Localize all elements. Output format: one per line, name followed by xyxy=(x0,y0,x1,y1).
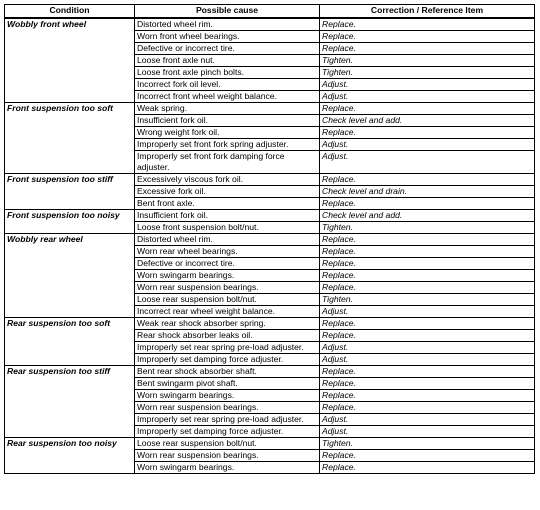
correction-cell: Adjust. xyxy=(320,306,535,318)
table-row xyxy=(5,366,535,378)
possible-cause-cell: Worn rear suspension bearings. xyxy=(135,450,320,462)
possible-cause-cell: Loose front axle nut. xyxy=(135,55,320,67)
correction-cell: Adjust. xyxy=(320,354,535,366)
possible-cause-cell: Improperly set front fork damping force adjuster. xyxy=(135,151,320,174)
correction-cell: Adjust. xyxy=(320,79,535,91)
possible-cause-cell: Incorrect fork oil level. xyxy=(135,79,320,91)
possible-cause-cell: Worn rear suspension bearings. xyxy=(135,402,320,414)
possible-cause-cell: Excessive fork oil. xyxy=(135,186,320,198)
correction-cell: Replace. xyxy=(320,270,535,282)
correction-cell: Replace. xyxy=(320,18,535,31)
correction-cell: Tighten. xyxy=(320,438,535,450)
possible-cause-cell: Improperly set rear spring pre-load adjuster. xyxy=(135,414,320,426)
correction-cell: Replace. xyxy=(320,103,535,115)
condition-cell: Front suspension too noisy xyxy=(5,210,135,234)
correction-cell: Replace. xyxy=(320,43,535,55)
condition-cell: Rear suspension too soft xyxy=(5,318,135,366)
table-row xyxy=(5,103,535,115)
possible-cause-cell: Insufficient fork oil. xyxy=(135,115,320,127)
troubleshooting-table xyxy=(4,4,535,474)
correction-cell: Replace. xyxy=(320,258,535,270)
possible-cause-cell: Defective or incorrect tire. xyxy=(135,43,320,55)
possible-cause-cell: Insufficient fork oil. xyxy=(135,210,320,222)
condition-cell: Wobbly rear wheel xyxy=(5,234,135,318)
correction-cell: Check level and add. xyxy=(320,210,535,222)
possible-cause-cell: Improperly set damping force adjuster. xyxy=(135,354,320,366)
correction-cell: Replace. xyxy=(320,31,535,43)
possible-cause-cell: Improperly set damping force adjuster. xyxy=(135,426,320,438)
correction-cell: Replace. xyxy=(320,462,535,474)
possible-cause-cell: Worn rear suspension bearings. xyxy=(135,282,320,294)
possible-cause-cell: Loose front suspension bolt/nut. xyxy=(135,222,320,234)
table-row xyxy=(5,438,535,450)
possible-cause-cell: Worn swingarm bearings. xyxy=(135,270,320,282)
header-row xyxy=(5,5,535,19)
correction-cell: Adjust. xyxy=(320,342,535,354)
condition-cell: Front suspension too soft xyxy=(5,103,135,174)
possible-cause-cell: Bent rear shock absorber shaft. xyxy=(135,366,320,378)
possible-cause-cell: Improperly set front fork spring adjuster. xyxy=(135,139,320,151)
correction-cell: Replace. xyxy=(320,330,535,342)
possible-cause-cell: Distorted wheel rim. xyxy=(135,234,320,246)
correction-cell: Replace. xyxy=(320,246,535,258)
header-correction: Correction / Reference Item xyxy=(320,5,535,19)
possible-cause-cell: Improperly set rear spring pre-load adjuster. xyxy=(135,342,320,354)
table-row xyxy=(5,18,535,31)
table-row xyxy=(5,174,535,186)
correction-cell: Check level and add. xyxy=(320,115,535,127)
possible-cause-cell: Weak rear shock absorber spring. xyxy=(135,318,320,330)
correction-cell: Adjust. xyxy=(320,426,535,438)
header-condition: Condition xyxy=(5,5,135,19)
possible-cause-cell: Weak spring. xyxy=(135,103,320,115)
correction-cell: Adjust. xyxy=(320,91,535,103)
correction-cell: Replace. xyxy=(320,318,535,330)
possible-cause-cell: Incorrect front wheel weight balance. xyxy=(135,91,320,103)
table-body xyxy=(5,18,535,474)
correction-cell: Replace. xyxy=(320,390,535,402)
possible-cause-cell: Rear shock absorber leaks oil. xyxy=(135,330,320,342)
possible-cause-cell: Defective or incorrect tire. xyxy=(135,258,320,270)
correction-cell: Replace. xyxy=(320,234,535,246)
correction-cell: Adjust. xyxy=(320,151,535,174)
correction-cell: Adjust. xyxy=(320,414,535,426)
correction-cell: Replace. xyxy=(320,366,535,378)
possible-cause-cell: Excessively viscous fork oil. xyxy=(135,174,320,186)
condition-cell: Wobbly front wheel xyxy=(5,18,135,103)
correction-cell: Tighten. xyxy=(320,294,535,306)
table-row xyxy=(5,318,535,330)
header-possible-cause: Possible cause xyxy=(135,5,320,19)
possible-cause-cell: Loose rear suspension bolt/nut. xyxy=(135,294,320,306)
possible-cause-cell: Loose front axle pinch bolts. xyxy=(135,67,320,79)
correction-cell: Check level and drain. xyxy=(320,186,535,198)
correction-cell: Replace. xyxy=(320,174,535,186)
condition-cell: Rear suspension too stiff xyxy=(5,366,135,438)
correction-cell: Replace. xyxy=(320,198,535,210)
possible-cause-cell: Worn rear wheel bearings. xyxy=(135,246,320,258)
possible-cause-cell: Loose rear suspension bolt/nut. xyxy=(135,438,320,450)
correction-cell: Replace. xyxy=(320,282,535,294)
correction-cell: Tighten. xyxy=(320,67,535,79)
possible-cause-cell: Bent front axle. xyxy=(135,198,320,210)
correction-cell: Replace. xyxy=(320,450,535,462)
condition-cell: Rear suspension too noisy xyxy=(5,438,135,474)
possible-cause-cell: Wrong weight fork oil. xyxy=(135,127,320,139)
table-row xyxy=(5,210,535,222)
possible-cause-cell: Worn swingarm bearings. xyxy=(135,390,320,402)
table-row xyxy=(5,234,535,246)
correction-cell: Adjust. xyxy=(320,139,535,151)
correction-cell: Replace. xyxy=(320,127,535,139)
possible-cause-cell: Worn swingarm bearings. xyxy=(135,462,320,474)
possible-cause-cell: Bent swingarm pivot shaft. xyxy=(135,378,320,390)
condition-cell: Front suspension too stiff xyxy=(5,174,135,210)
correction-cell: Tighten. xyxy=(320,222,535,234)
possible-cause-cell: Incorrect rear wheel weight balance. xyxy=(135,306,320,318)
correction-cell: Replace. xyxy=(320,378,535,390)
correction-cell: Replace. xyxy=(320,402,535,414)
correction-cell: Tighten. xyxy=(320,55,535,67)
possible-cause-cell: Distorted wheel rim. xyxy=(135,18,320,31)
possible-cause-cell: Worn front wheel bearings. xyxy=(135,31,320,43)
